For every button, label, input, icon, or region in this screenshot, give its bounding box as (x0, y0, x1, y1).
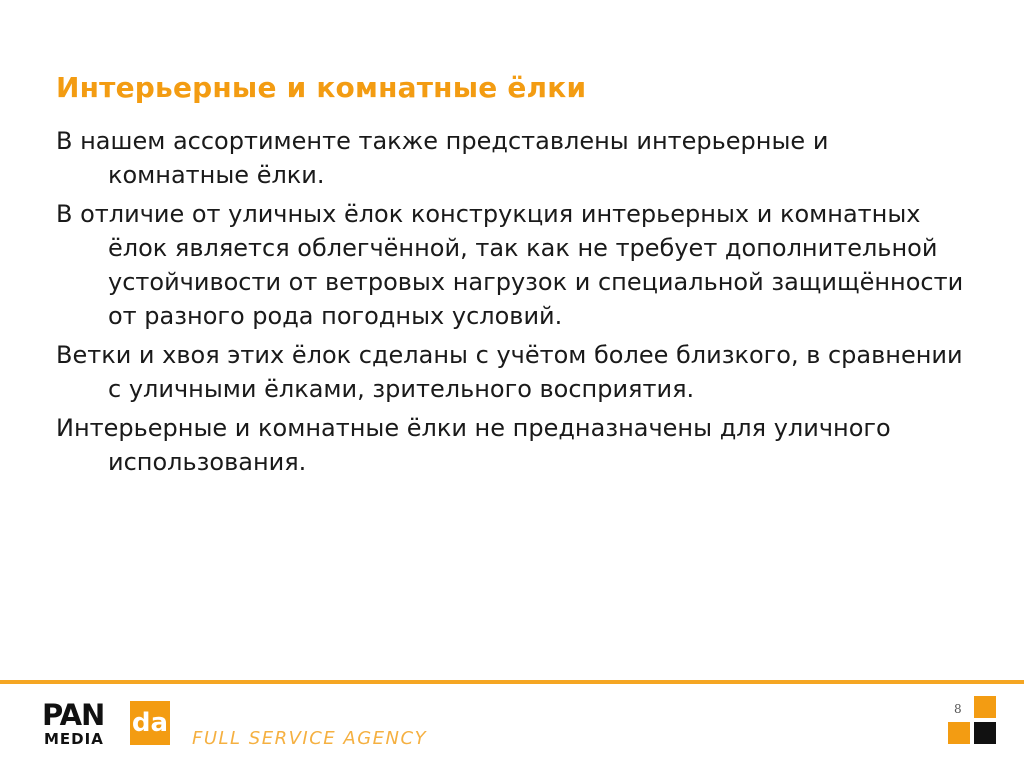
paragraph: В нашем ассортименте также представлены интерьерные и комнатные ёлки. (56, 127, 829, 189)
corner-square (974, 722, 996, 744)
corner-square (948, 722, 970, 744)
paragraph: Интерьерные и комнатные ёлки не предназначены для уличного использования. (56, 414, 891, 476)
slide-body (56, 124, 966, 484)
paragraph: В отличие от уличных ёлок конструкция интерьерных и комнатных ёлок является облегчённой, так как не требует дополнительной устойчивости от ветровых нагрузок и специальной защищённости от разного рода погодных условий. (56, 200, 964, 330)
logo-pan-text: PAN (42, 698, 105, 732)
page-number: 8 (954, 702, 962, 716)
panda-media-logo (42, 700, 170, 750)
logo-media-text: MEDIA (44, 730, 104, 748)
corner-square (974, 696, 996, 718)
slide-title: Интерьерные и комнатные ёлки (56, 71, 587, 104)
footer-divider (0, 680, 1024, 684)
agency-tagline: FULL SERVICE AGENCY (192, 728, 428, 749)
paragraph: Ветки и хвоя этих ёлок сделаны с учётом более близкого, в сравнении с уличными ёлками, зрительного восприятия. (56, 341, 963, 403)
logo-da-block: da (130, 701, 170, 745)
